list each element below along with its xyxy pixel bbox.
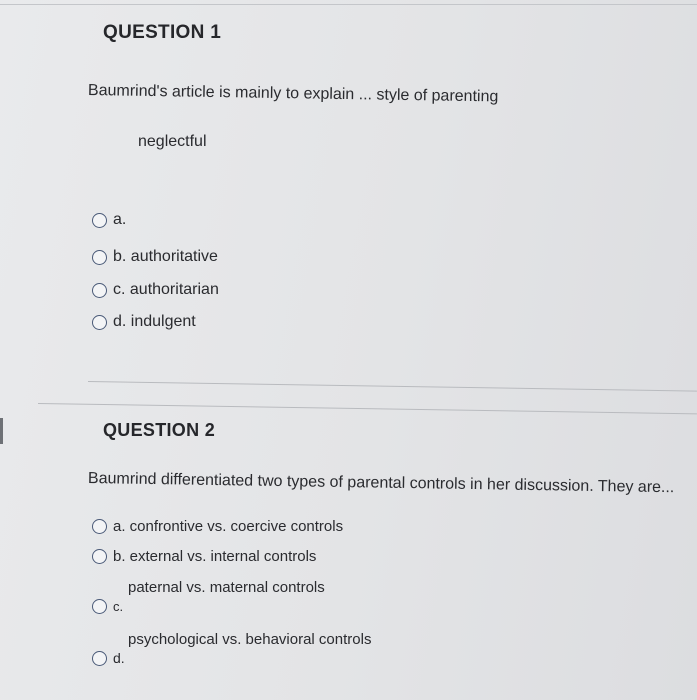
- option-label: b. external vs. internal controls: [113, 548, 317, 565]
- radio-button-icon[interactable]: [92, 283, 107, 298]
- question-2-option-b[interactable]: [92, 548, 316, 565]
- option-label: d. indulgent: [113, 313, 196, 330]
- question-1-option-c[interactable]: [92, 281, 219, 299]
- section-divider: [88, 381, 697, 392]
- option-label: c.: [113, 599, 124, 614]
- question-1-option-d[interactable]: [92, 313, 196, 331]
- question-2-option-d[interactable]: [92, 650, 125, 666]
- question-1-option-a[interactable]: [92, 211, 126, 229]
- radio-button-icon[interactable]: [92, 315, 107, 330]
- option-label: a.: [113, 211, 127, 228]
- question-1-prompt: Baumrind's article is mainly to explain ... style of parenting: [87, 82, 499, 106]
- question-2-option-d-text: psychological vs. behavioral controls: [128, 631, 372, 648]
- question-1-neglectful-text: neglectful: [138, 133, 207, 150]
- radio-button-icon[interactable]: [92, 549, 107, 564]
- option-label: c. authoritarian: [113, 281, 219, 298]
- radio-button-icon[interactable]: [92, 651, 107, 666]
- option-label: a. confrontive vs. coercive controls: [113, 518, 344, 535]
- option-label: b. authoritative: [113, 248, 218, 265]
- radio-button-icon[interactable]: [92, 213, 107, 228]
- question-2-option-c[interactable]: [92, 599, 123, 614]
- top-divider: [0, 4, 697, 5]
- section-divider: [38, 403, 697, 414]
- radio-button-icon[interactable]: [92, 250, 107, 265]
- question-2-option-a[interactable]: [92, 518, 343, 535]
- question-1-title: QUESTION 1: [103, 22, 222, 43]
- question-1-option-b[interactable]: [92, 248, 218, 266]
- left-edge-marker: [0, 418, 3, 444]
- question-2-prompt: Baumrind differentiated two types of parental controls in her discussion. They are...: [87, 470, 675, 497]
- question-2-option-c-text: paternal vs. maternal controls: [128, 579, 325, 596]
- option-label: d.: [113, 650, 125, 666]
- question-2-title: QUESTION 2: [103, 420, 216, 440]
- radio-button-icon[interactable]: [92, 519, 107, 534]
- radio-button-icon[interactable]: [92, 599, 107, 614]
